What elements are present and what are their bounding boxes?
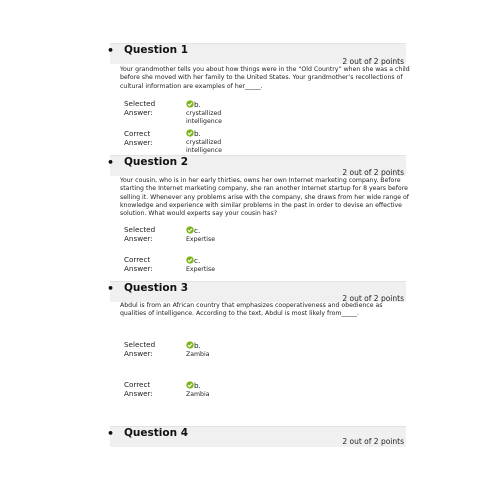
question-points: 2 out of 2 points [342,294,404,303]
answer-letter: b. [194,100,201,109]
bullet: • [107,44,115,57]
checkmark-icon [186,256,194,264]
selected-answer [186,100,230,125]
question-text: Your grandmother tells you about how things were in the “Old Country” when she was a child before she moved with her family to the United States. Your grandmother’s recollections of cultural information are examples of her_____. [120,66,410,90]
checkmark-icon [186,100,194,108]
question-title: Question 3 [124,282,189,294]
checkmark-icon [186,226,194,234]
answer-letter: b. [194,341,201,350]
correct-answer [186,129,230,154]
correct-answer-label: Correct Answer: [124,380,153,398]
question-points: 2 out of 2 points [342,57,404,66]
question-text: Your cousin, who is in her early thirties, owns her own Internet marketing company. Before starting the Internet marketing company, she ran another Internet startup for 8 years before selling it. Whenever any problems arise with the company, she draws from her wide range of knowledge and experience with similar problems in the past in order to devise an effective solution. What would experts say your cousin has? [120,177,409,218]
checkmark-icon [186,341,194,349]
selected-answer-label: Selected Answer: [124,225,156,243]
checkmark-icon [186,129,194,137]
question-text: Abdul is from an African country that emphasizes cooperativeness and obedience as qualities of intelligence. According to the text, Abdul is most likely from_____. [120,302,383,318]
bullet: • [107,427,115,440]
checkmark-icon [186,381,194,389]
correct-answer [186,381,214,399]
bullet: • [107,156,115,169]
selected-answer [186,226,220,244]
correct-answer-label: Correct Answer: [124,129,153,147]
question-title: Question 1 [124,44,189,56]
answer-value: crystallized intelligence [186,109,222,125]
answer-value: Zambia [186,350,210,358]
question-title: Question 2 [124,156,189,168]
question-title: Question 4 [124,427,189,439]
answer-value: Expertise [186,235,216,243]
answer-letter: c. [194,226,201,235]
answer-letter: c. [194,256,201,265]
selected-answer-label: Selected Answer: [124,99,156,117]
answer-value: crystallized intelligence [186,138,222,154]
correct-answer-label: Correct Answer: [124,255,153,273]
question-points: 2 out of 2 points [342,168,404,177]
answer-letter: b. [194,381,201,390]
selected-answer-label: Selected Answer: [124,340,156,358]
answer-value: Expertise [186,265,216,273]
question-points: 2 out of 2 points [342,437,404,446]
selected-answer [186,341,214,359]
answer-letter: b. [194,129,201,138]
bullet: • [107,282,115,295]
correct-answer [186,256,220,274]
answer-value: Zambia [186,390,210,398]
